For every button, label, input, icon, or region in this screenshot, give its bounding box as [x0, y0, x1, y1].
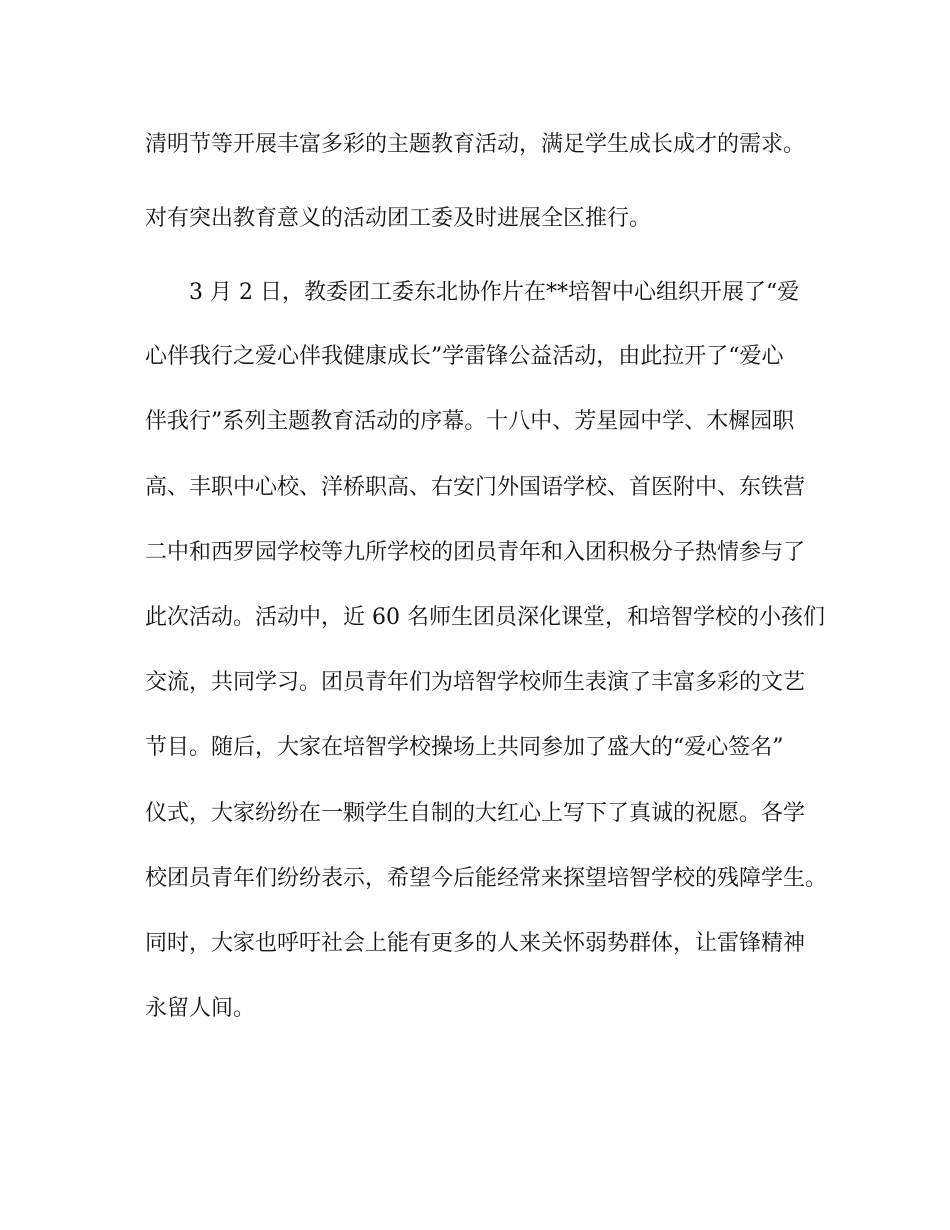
text-line: 清明节等开展丰富多彩的主题教育活动，满足学生成长成才的需求。 — [145, 132, 806, 157]
paragraph-first-line: 3 月 2 日，教委团工委东北协作片在**培智中心组织开展了“爱 — [189, 280, 800, 305]
text-line: 对有突出教育意义的活动团工委及时进展全区推行。 — [145, 206, 652, 231]
text-line: 永留人间。 — [145, 996, 256, 1021]
text-line: 心伴我行之爱心伴我健康成长”学雷锋公益活动，由此拉开了“爱心 — [145, 344, 784, 369]
text-line: 交流，共同学习。团员青年们为培智学校师生表演了丰富多彩的文艺 — [145, 670, 806, 695]
text-line: 仪式，大家纷纷在一颗学生自制的大红心上写下了真诚的祝愿。各学 — [145, 801, 806, 826]
text-line: 伴我行”系列主题教育活动的序幕。十八中、芳星园中学、木樨园职 — [145, 409, 795, 434]
text-line: 高、丰职中心校、洋桥职高、右安门外国语学校、首医附中、东铁营 — [145, 475, 806, 500]
text-line: 节目。随后，大家在培智学校操场上共同参加了盛大的“爱心签名” — [145, 735, 784, 760]
text-line: 同时，大家也呼吁社会上能有更多的人来关怀弱势群体，让雷锋精神 — [145, 931, 806, 956]
text-line: 校团员青年们纷纷表示，希望今后能经常来探望培智学校的残障学生。 — [145, 866, 828, 891]
text-line: 此次活动。活动中，近 60 名师生团员深化课堂，和培智学校的小孩们 — [145, 605, 825, 630]
text-line: 二中和西罗园学校等九所学校的团员青年和入团积极分子热情参与了 — [145, 540, 806, 565]
